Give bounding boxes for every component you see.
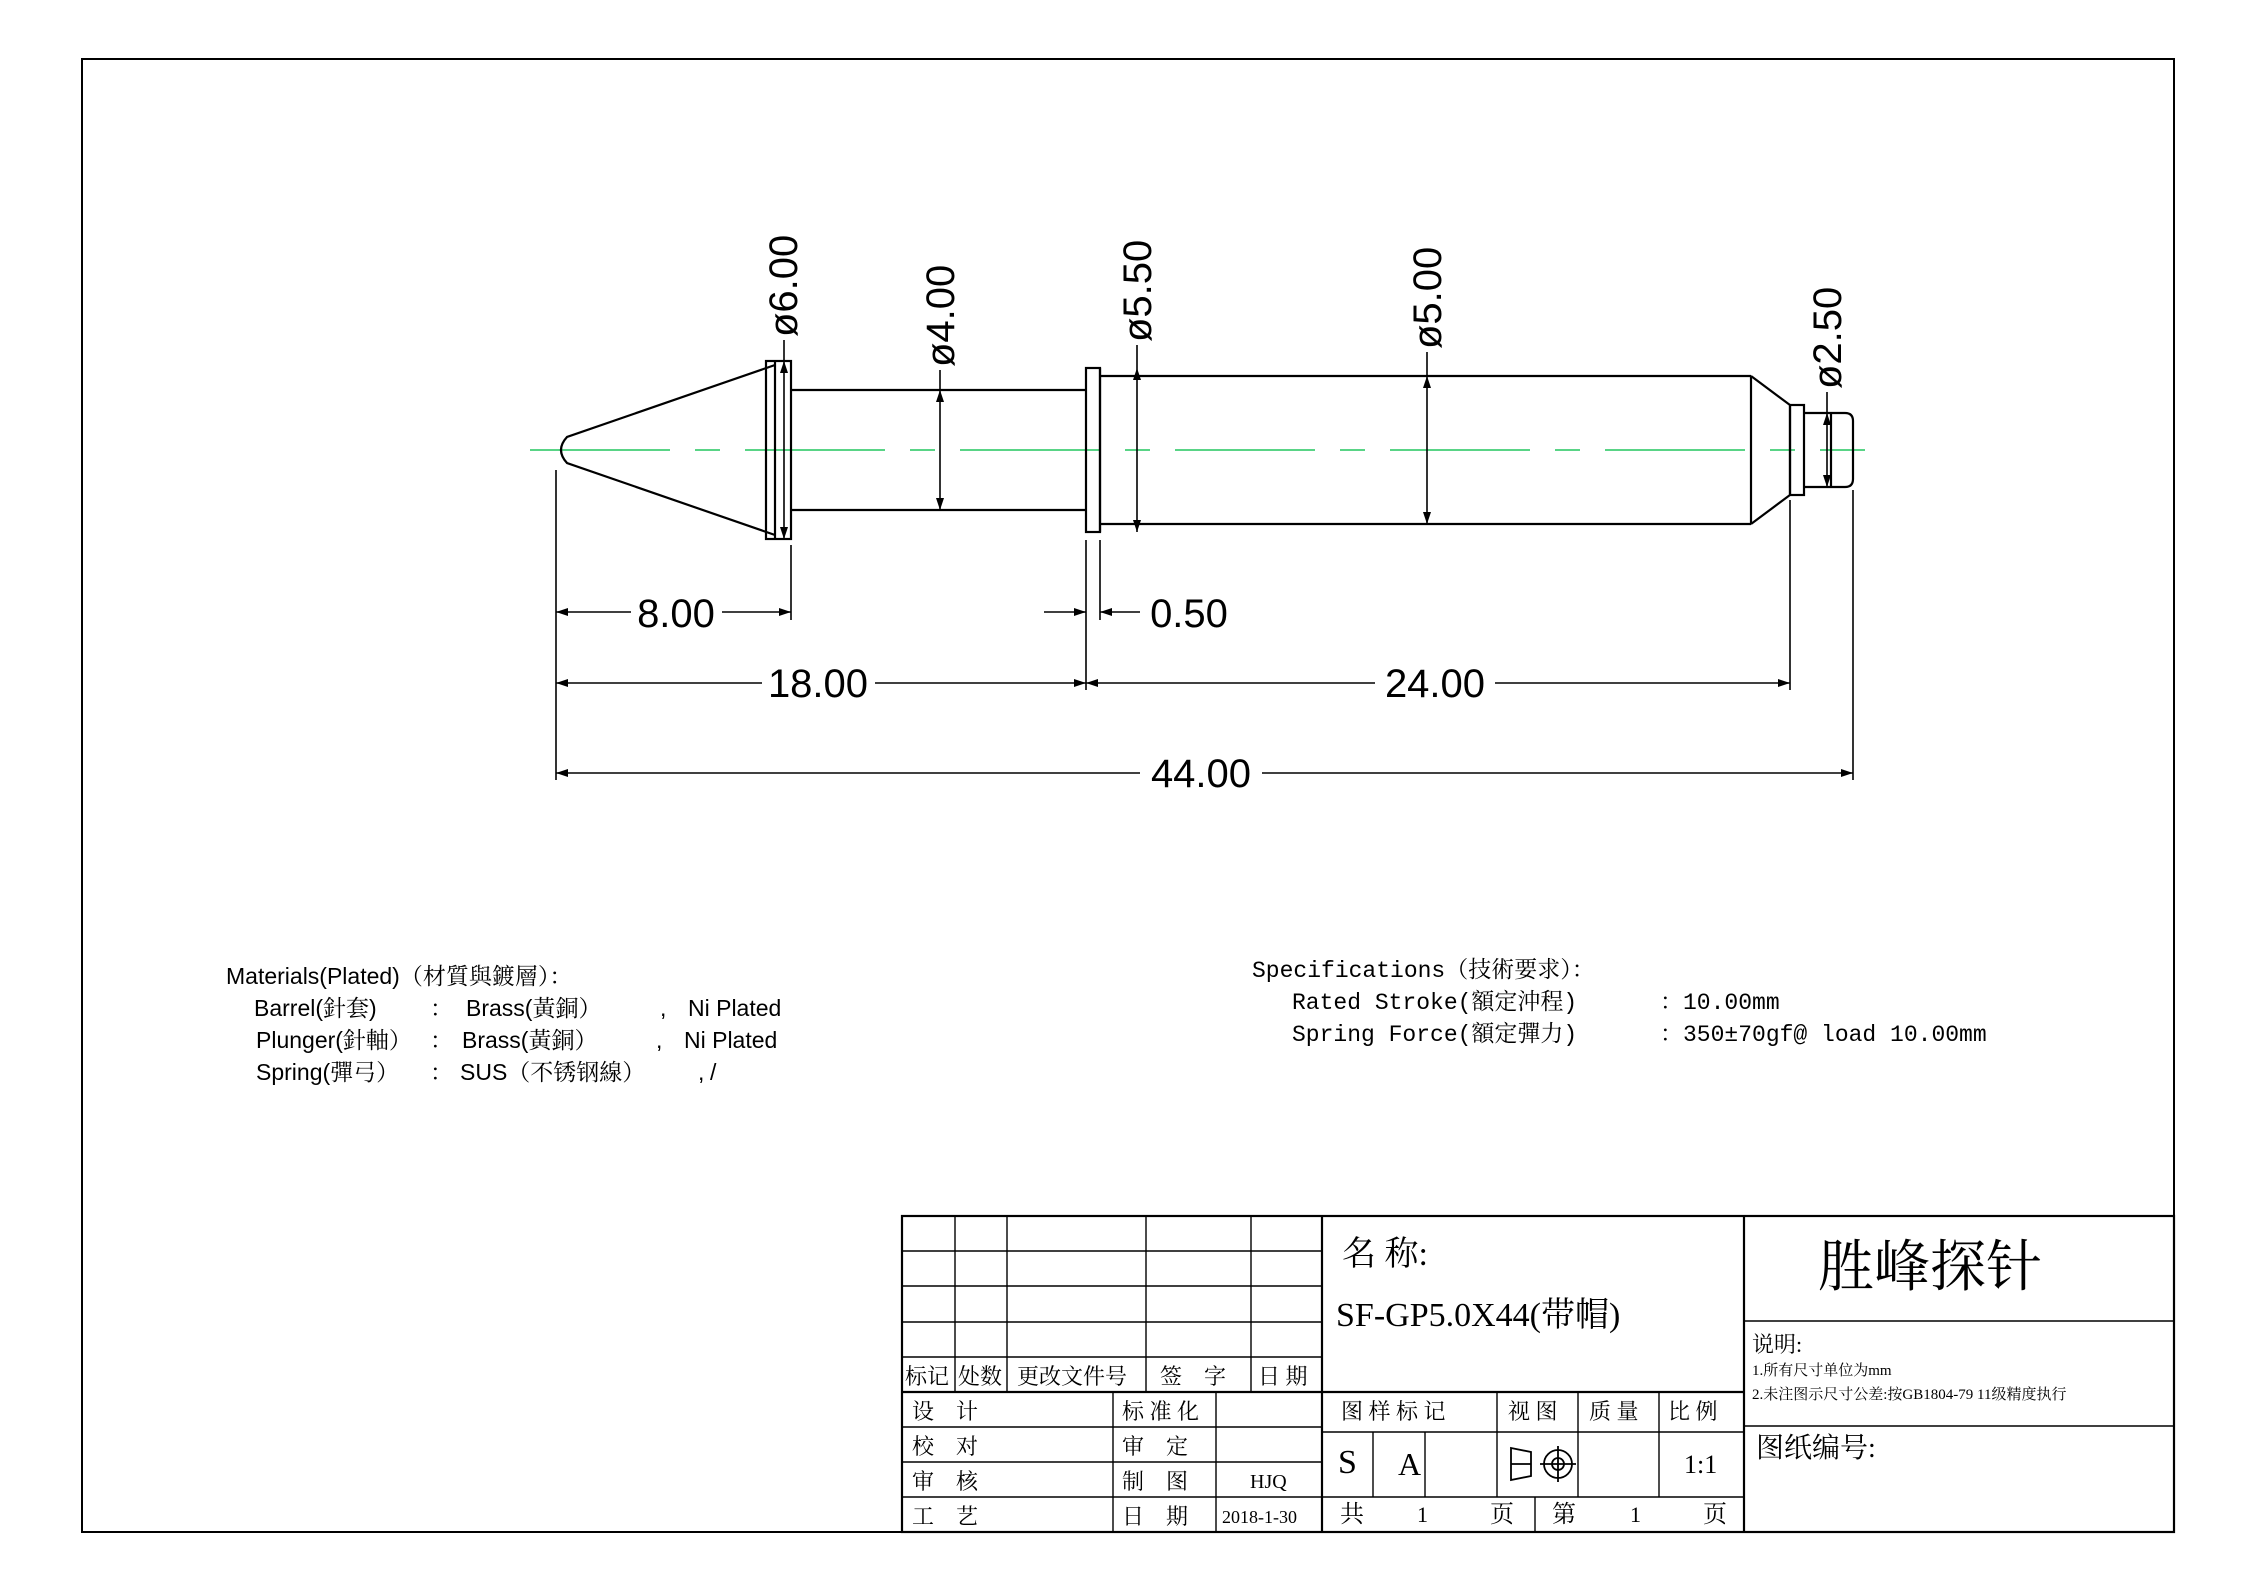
materials-row-spring-colon: ： (430, 1059, 453, 1085)
note-1: 1.所有尺寸单位为mm (1752, 1363, 1892, 1379)
mark-a: A (1398, 1446, 1422, 1482)
spec-spring-force-label: Spring Force(額定彈力) (1292, 1022, 1578, 1048)
materials-row-barrel-part: Barrel(針套) (254, 995, 377, 1021)
signoff-review-role2: 制 图 (1122, 1469, 1189, 1494)
scale-value: 1:1 (1684, 1450, 1718, 1479)
materials-row-barrel-plating: Ni Plated (688, 995, 782, 1021)
materials-row-barrel-colon: ： (430, 995, 453, 1021)
signoff-check-role: 校 对 (912, 1434, 979, 1459)
spec-heading: Specifications（技術要求）： (1252, 958, 1595, 984)
materials-row-barrel-material: Brass(黃銅） (466, 995, 602, 1021)
signoff-design-role2: 标 准 化 (1122, 1399, 1200, 1424)
materials-row-plunger-sep: , (656, 1027, 663, 1053)
scale-label: 比 例 (1668, 1399, 1718, 1424)
page-sheet-label: 第 (1552, 1502, 1576, 1528)
materials-row-spring-sep: , (698, 1059, 705, 1085)
signoff-review-value: HJQ (1250, 1471, 1287, 1493)
signoff-check-role2: 审 定 (1122, 1434, 1189, 1459)
notes-heading: 说明: (1752, 1332, 1803, 1357)
materials-row-spring-plating: / (710, 1059, 717, 1085)
projection-symbol-icon (1511, 1446, 1576, 1482)
rev-header-date: 日 期 (1258, 1364, 1308, 1389)
dim-l44: 44.00 (1150, 752, 1252, 796)
materials-heading: Materials(Plated)（材質與鍍層）： (226, 963, 573, 989)
spec-spring-force-value: ：350±70gf@ load 10.00mm (1660, 1022, 1987, 1048)
materials-row-spring-part: Spring(彈弓） (256, 1059, 400, 1085)
page-total-value: 1 (1417, 1502, 1428, 1527)
page-total-label: 共 (1340, 1502, 1364, 1528)
rev-header-docno: 更改文件号 (1017, 1364, 1128, 1389)
materials-row-plunger-material: Brass(黃銅） (462, 1027, 598, 1053)
materials-row-plunger-colon: ： (430, 1027, 453, 1053)
materials-row-spring-material: SUS（不锈钢線） (460, 1059, 646, 1085)
company-name: 胜峰探针 (1818, 1237, 2042, 1299)
view-label: 视 图 (1508, 1399, 1558, 1424)
signoff-review-role: 审 核 (912, 1469, 979, 1494)
signoff-process-value: 2018-1-30 (1222, 1507, 1297, 1527)
dim-d6: ø6.00 (762, 234, 806, 337)
rev-header-mark: 标记 (905, 1364, 950, 1389)
name-label: 名 称: (1342, 1236, 1428, 1273)
sample-mark-label: 图 样 标 记 (1341, 1399, 1446, 1424)
spec-rated-stroke-value: ：10.00mm (1660, 990, 1780, 1016)
page-total-unit: 页 (1490, 1502, 1514, 1528)
mark-s: S (1338, 1444, 1357, 1481)
materials-row-plunger-plating: Ni Plated (684, 1027, 778, 1053)
part-name: SF-GP5.0X44(带帽) (1336, 1297, 1621, 1334)
dim-d5: ø5.00 (1406, 246, 1450, 349)
rev-header-count: 处数 (958, 1364, 1003, 1389)
signoff-process-role: 工 艺 (912, 1504, 979, 1529)
materials-row-plunger-part: Plunger(針軸） (256, 1027, 412, 1053)
dim-l24: 24.00 (1384, 662, 1486, 706)
page-sheet-value: 1 (1630, 1502, 1641, 1527)
rev-header-sign: 签 字 (1160, 1364, 1227, 1389)
dim-d5-5: ø5.50 (1116, 239, 1160, 342)
dim-d4: ø4.00 (919, 264, 963, 367)
signoff-design-role: 设 计 (912, 1399, 979, 1424)
dim-l8: 8.00 (637, 592, 715, 636)
length-labels (637, 592, 1485, 796)
diameter-labels (762, 235, 1850, 389)
dim-l0-5: 0.50 (1150, 592, 1228, 636)
diameter-dims (784, 340, 1827, 539)
signoff-process-role2: 日 期 (1122, 1504, 1189, 1529)
note-2: 2.未注图示尺寸公差:按GB1804-79 11级精度执行 (1752, 1387, 2067, 1403)
mass-label: 质 量 (1589, 1399, 1639, 1424)
dim-d2-5: ø2.50 (1806, 286, 1850, 389)
dim-l18: 18.00 (767, 662, 869, 706)
materials-row-barrel-sep: , (660, 995, 667, 1021)
page-sheet-unit: 页 (1703, 1502, 1727, 1528)
spec-rated-stroke-label: Rated Stroke(額定沖程) (1292, 990, 1578, 1016)
drawing-number-label: 图纸编号: (1756, 1433, 1876, 1464)
